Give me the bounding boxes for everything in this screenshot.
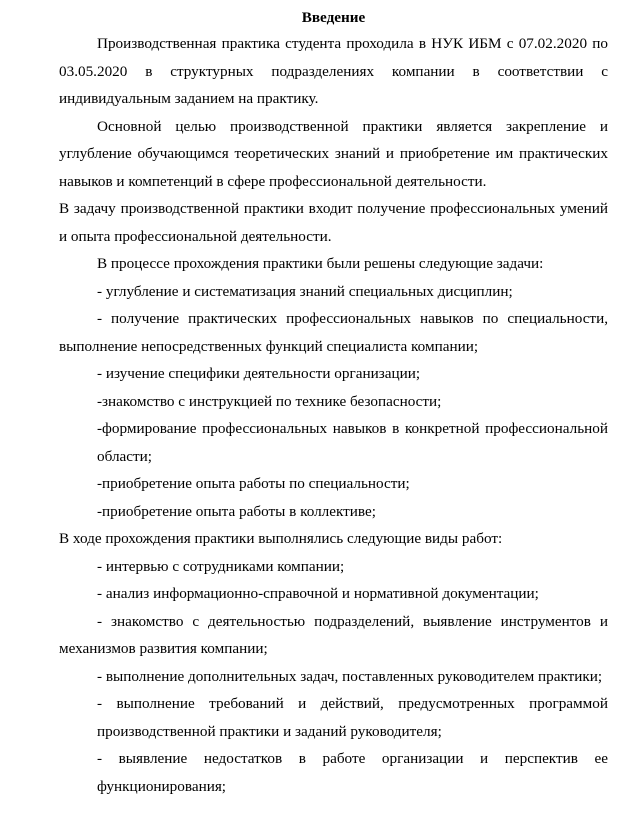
work-item: - выявление недостатков в работе организации и перспектив ее функционирования; <box>97 750 608 795</box>
task-item: -приобретение опыта работы в коллективе; <box>97 502 376 520</box>
task-item: -приобретение опыта работы по специальности; <box>97 475 410 492</box>
task-item: - углубление и систематизация знаний специальных дисциплин; <box>97 282 513 300</box>
task-item: -формирование профессиональных навыков в конкретной профессиональной области; <box>97 420 608 465</box>
task-item: - изучение специфики деятельности организации; <box>97 365 421 382</box>
document-page <box>59 6 608 800</box>
section-title: Введение <box>301 9 366 26</box>
goal-paragraph: Основной целью производственной практики является закрепление и углубление обучающимся теоретических знаний и приобретение им практических навыков и компетенций в сфере профессиональной деятельности. <box>59 117 608 190</box>
tasks-intro-paragraph: В процессе прохождения практики были решены следующие задачи: <box>97 255 544 272</box>
work-item: - знакомство с деятельностью подразделений, выявление инструментов и механизмов развития компании; <box>59 612 608 657</box>
work-item: - анализ информационно-справочной и нормативной документации; <box>97 585 539 602</box>
works-intro-paragraph: В ходе прохождения практики выполнялись следующие виды работ: <box>59 530 503 547</box>
task-item: -знакомство с инструкцией по технике безопасности; <box>97 392 442 410</box>
work-item: - выполнение требований и действий, предусмотренных программой производственной практики и заданий руководителя; <box>97 695 608 740</box>
work-item: - интервью с сотрудниками компании; <box>97 557 345 575</box>
intro-paragraph: Производственная практика студента проходила в НУК ИБМ с 07.02.2020 по 03.05.2020 в структурных подразделениях компании в соответствии с индивидуальным заданием на практику. <box>59 35 608 107</box>
work-item: - выполнение дополнительных задач, поставленных руководителем практики; <box>97 667 603 685</box>
task-item: - получение практических профессиональных навыков по специальности, выполнение непосредственных функций специалиста компании; <box>59 310 608 355</box>
objective-paragraph: В задачу производственной практики входит получение профессиональных умений и опыта профессиональной деятельности. <box>59 200 608 245</box>
